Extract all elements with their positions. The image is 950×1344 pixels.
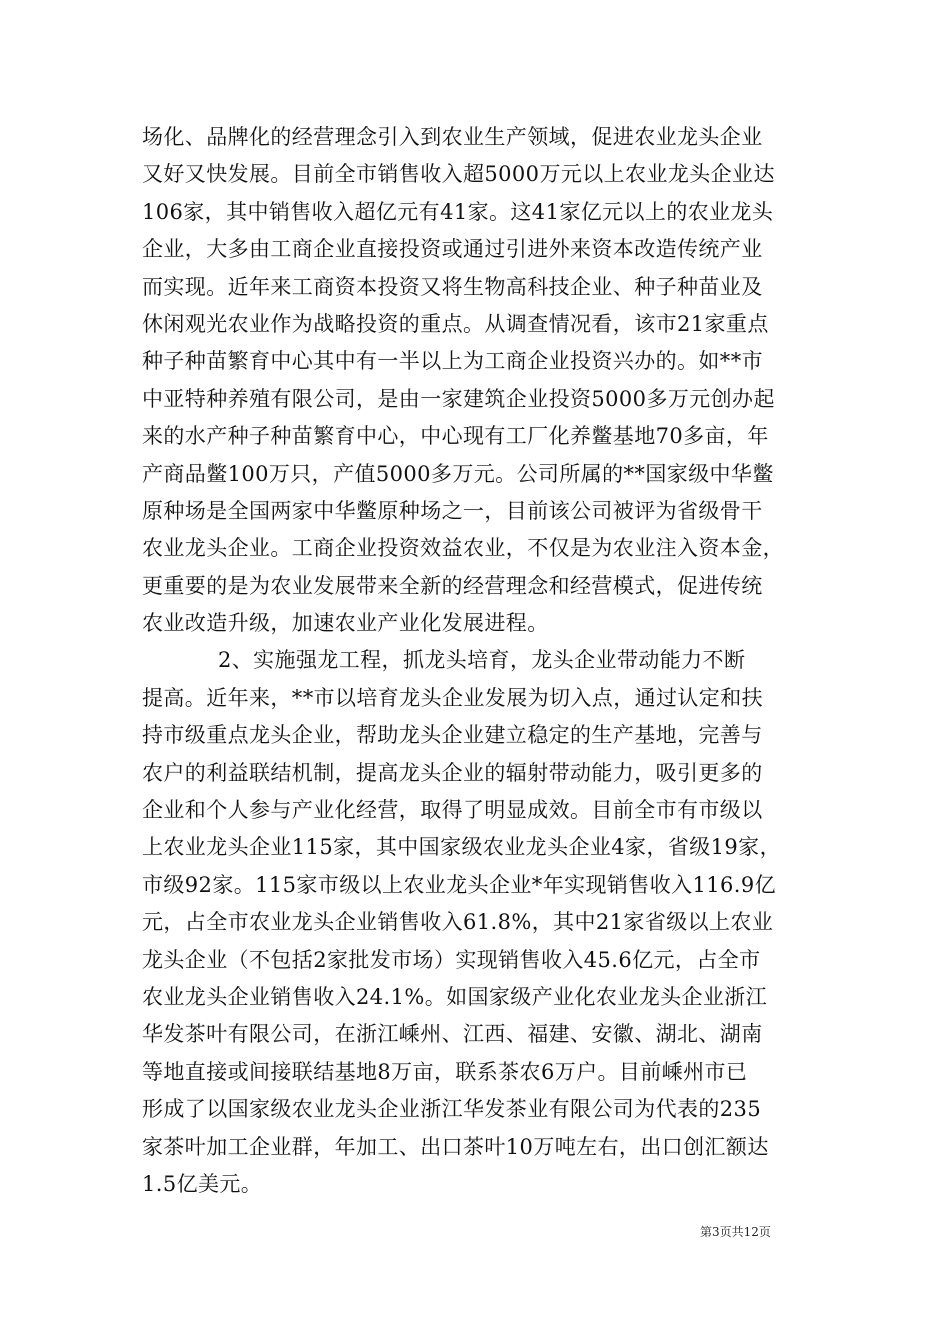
text-line: 农业龙头企业。工商企业投资效益农业，不仅是为农业注入资本金， <box>142 536 784 561</box>
text-line: 农业改造升级，加速农业产业化发展进程。 <box>142 611 549 636</box>
paragraph-start-line: 2、实施强龙工程，抓龙头培育，龙头企业带动能力不断 <box>218 648 746 673</box>
text-line: 家茶叶加工企业群，年加工、出口茶叶10万吨左右，出口创汇额达 <box>142 1134 769 1159</box>
text-line: 等地直接或间接联结基地8万亩，联系茶农6万户。目前嵊州市已 <box>142 1059 748 1084</box>
text-line: 农户的利益联结机制，提高龙头企业的辐射带动能力，吸引更多的 <box>142 760 763 785</box>
text-line: 企业，大多由工商企业直接投资或通过引进外来资本改造传统产业 <box>142 237 763 262</box>
text-line: 中亚特种养殖有限公司，是由一家建筑企业投资5000多万元创办起 <box>142 386 775 411</box>
text-line: 华发茶叶有限公司，在浙江嵊州、江西、福建、安徽、湖北、湖南 <box>142 1022 763 1047</box>
text-line: 形成了以国家级农业龙头企业浙江华发茶业有限公司为代表的235 <box>142 1097 762 1122</box>
text-line: 产商品鳖100万只，产值5000多万元。公司所属的**国家级中华鳖 <box>142 461 774 486</box>
text-line: 市级92家。115家市级以上农业龙头企业*年实现销售收入116.9亿 <box>142 872 777 897</box>
text-line: 原种场是全国两家中华鳖原种场之一，目前该公司被评为省级骨干 <box>142 498 763 523</box>
page-number-footer: 第3页共12页 <box>700 1225 771 1239</box>
text-line: 元，占全市农业龙头企业销售收入61.8%，其中21家省级以上农业 <box>142 910 774 935</box>
text-line: 休闲观光农业作为战略投资的重点。从调查情况看，该市21家重点 <box>142 311 769 336</box>
text-line: 种子种苗繁育中心其中有一半以上为工商企业投资兴办的。如**市 <box>142 349 763 374</box>
text-line: 1.5亿美元。 <box>142 1171 263 1196</box>
text-line: 企业和个人参与产业化经营，取得了明显成效。目前全市有市级以 <box>142 798 763 823</box>
text-line: 106家，其中销售收入超亿元有41家。这41家亿元以上的农业龙头 <box>142 199 774 224</box>
text-line: 场化、品牌化的经营理念引入到农业生产领域，促进农业龙头企业 <box>142 125 763 149</box>
text-line: 龙头企业（不包括2家批发市场）实现销售收入45.6亿元，占全市 <box>142 947 761 972</box>
body-text <box>142 119 832 1203</box>
text-line: 而实现。近年来工商资本投资又将生物高科技企业、种子种苗业及 <box>142 274 763 299</box>
text-line: 更重要的是为农业发展带来全新的经营理念和经营模式，促进传统 <box>142 573 763 598</box>
text-line: 来的水产种子种苗繁育中心，中心现有工厂化养鳖基地70多亩，年 <box>142 424 769 449</box>
text-line: 提高。近年来，**市以培育龙头企业发展为切入点，通过认定和扶 <box>142 685 763 710</box>
text-line: 农业龙头企业销售收入24.1%。如国家级产业化农业龙头企业浙江 <box>142 984 768 1009</box>
text-line: 又好又快发展。目前全市销售收入超5000万元以上农业龙头企业达 <box>142 162 775 187</box>
text-line: 持市级重点龙头企业，帮助龙头企业建立稳定的生产基地，完善与 <box>142 723 763 748</box>
text-line: 上农业龙头企业115家，其中国家级农业龙头企业4家，省级19家， <box>142 835 781 860</box>
